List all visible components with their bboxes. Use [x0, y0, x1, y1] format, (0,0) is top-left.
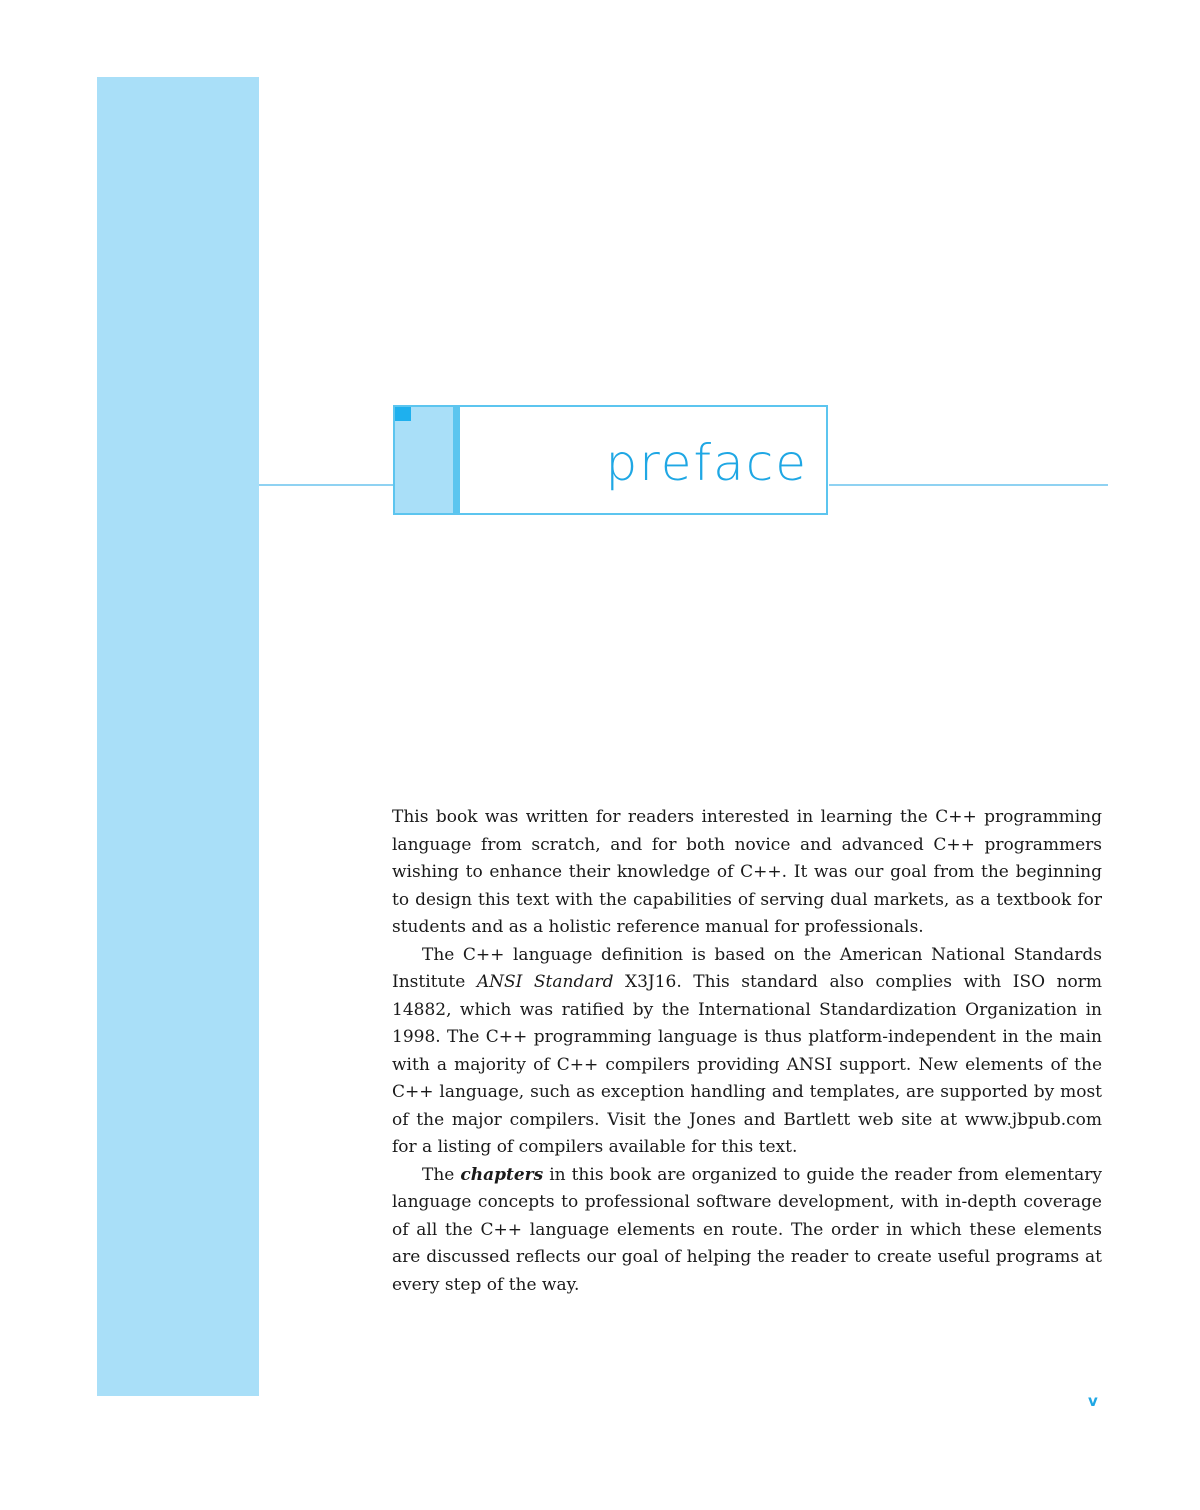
- paragraph-3-text-start: The: [422, 1164, 461, 1185]
- ansi-standard-italic: ANSI Standard: [476, 972, 614, 992]
- title-color-block: [393, 405, 455, 515]
- body-text: [392, 804, 1102, 1299]
- paragraph-2-text-start: The C++ language definition is based on the American National Standards Institute: [392, 944, 1102, 992]
- title-rule-left: [259, 484, 393, 486]
- paragraph-3-text-end: in this book are organized to guide the reader from elementary language concepts to professional software development, with in-depth coverage of all the C++ language elements en route. The order in which these elements are discussed reflects our goal of helping the reader to create useful programs at every step of the way.: [392, 1164, 1102, 1295]
- paragraph-3: [392, 1162, 1102, 1300]
- title-square-marker: [395, 407, 411, 421]
- sidebar-color-bar: [97, 77, 259, 1396]
- paragraph-2: [392, 942, 1102, 1162]
- title-frame: [460, 405, 828, 515]
- chapter-title: preface: [605, 434, 808, 492]
- title-rule-right: [829, 484, 1108, 486]
- chapters-emphasis: chapters: [460, 1164, 544, 1185]
- page-number: v: [1088, 1392, 1098, 1410]
- paragraph-2-text-end: X3J16. This standard also complies with ISO norm 14882, which was ratified by the International Standardization Organization in 1998. The C++ programming language is thus platform-independent in the main with a majority of C++ compilers providing ANSI support. New elements of the C++ language, such as exception handling and templates, are supported by most of the major compilers. Visit the Jones and Bartlett web site at www.jbpub.com for a listing of compilers available for this text.: [392, 972, 1102, 1157]
- paragraph-1: This book was written for readers interested in learning the C++ programming language from scratch, and for both novice and advanced C++ programmers wishing to enhance their knowledge of C++. It was our goal from the beginning to design this text with the capabilities of serving dual markets, as a textbook for students and as a holistic reference manual for professionals.: [392, 807, 1102, 937]
